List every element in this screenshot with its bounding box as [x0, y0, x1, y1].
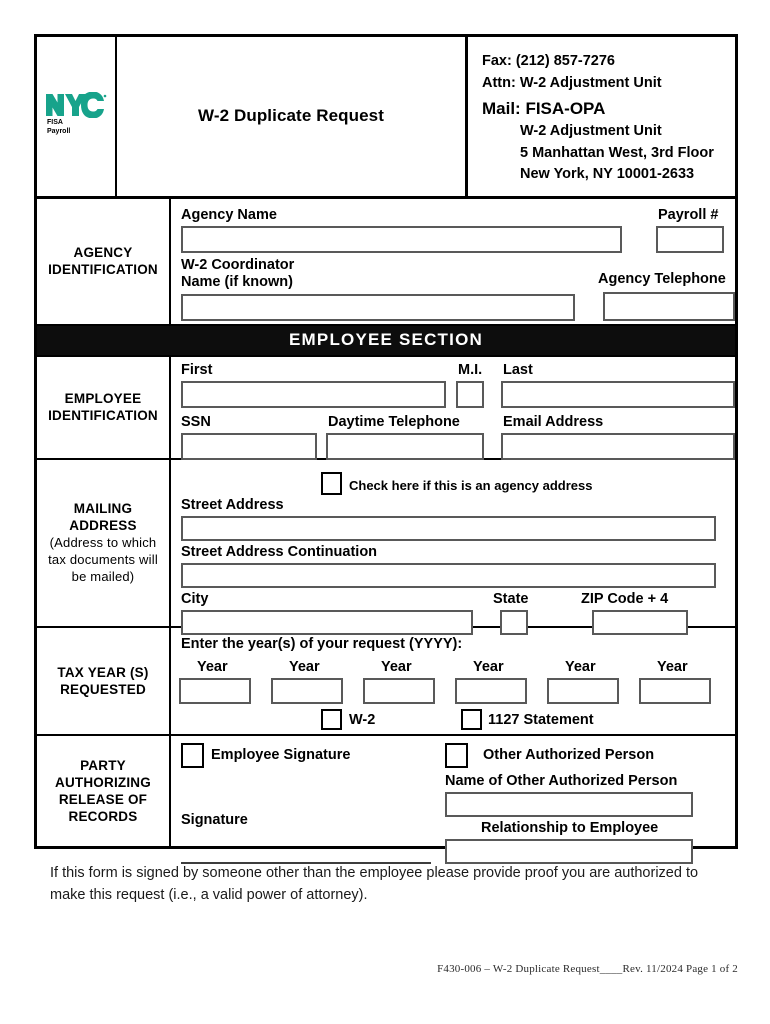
w2-checkbox-label: W-2 — [349, 711, 376, 728]
payroll-number-label: Payroll # — [658, 206, 719, 223]
form-title-cell — [117, 37, 468, 196]
mailing-address-section — [37, 460, 735, 628]
email-address-input[interactable] — [501, 433, 735, 460]
middle-initial-label: M.I. — [458, 361, 483, 378]
relationship-input[interactable] — [445, 839, 693, 864]
other-authorized-person-checkbox[interactable] — [445, 743, 468, 768]
first-name-label: First — [181, 361, 213, 378]
authorization-label-line4: RECORDS — [68, 808, 138, 824]
ssn-label: SSN — [181, 413, 211, 430]
fax-line: Fax: (212) 857-7276 — [482, 53, 615, 69]
payroll-number-input[interactable] — [656, 226, 724, 253]
daytime-telephone-input[interactable] — [326, 433, 484, 460]
employee-identification-label-line2: IDENTIFICATION — [48, 408, 158, 423]
employee-signature-checkbox[interactable] — [181, 743, 204, 768]
mailing-address-label-sub2: tax documents will — [48, 552, 158, 567]
tax-years-section — [37, 628, 735, 736]
employee-section-bar: EMPLOYEE SECTION — [37, 326, 735, 357]
employee-identification-label-line1: EMPLOYEE — [64, 391, 142, 406]
year-input-5[interactable] — [547, 678, 619, 704]
agency-identification-label-line2: IDENTIFICATION — [48, 262, 158, 277]
mail-line-2: W-2 Adjustment Unit — [520, 123, 662, 139]
footnote-line1: If this form is signed by someone other than the employee please provide proof you are authorized to — [50, 865, 699, 881]
statement-1127-checkbox-label: 1127 Statement — [488, 711, 594, 728]
agency-address-checkbox[interactable] — [321, 472, 342, 495]
agency-name-input[interactable] — [181, 226, 622, 253]
coordinator-name-input[interactable] — [181, 294, 575, 321]
logo-cell — [37, 37, 117, 196]
city-label: City — [181, 590, 209, 607]
employee-signature-checkbox-label: Employee Signature — [211, 746, 351, 763]
year-input-1[interactable] — [179, 678, 251, 704]
agency-identification-section — [37, 199, 735, 326]
authorization-label — [37, 736, 171, 846]
employee-identification-fields — [171, 357, 735, 458]
mail-line: Mail: FISA-OPA — [482, 99, 606, 118]
state-label: State — [493, 590, 529, 607]
coordinator-label-line2 — [181, 274, 293, 291]
tax-years-label — [37, 628, 171, 734]
authorization-label-line1: PARTY — [80, 757, 126, 773]
tax-years-label-line2: REQUESTED — [60, 681, 146, 697]
agency-identification-fields — [171, 199, 735, 324]
agency-telephone-label: Agency Telephone — [598, 270, 726, 287]
page-title: W-2 Duplicate Request — [198, 106, 384, 126]
other-authorized-person-checkbox-label: Other Authorized Person — [483, 746, 655, 763]
mailing-address-label-sub1: (Address to which — [49, 535, 157, 550]
daytime-telephone-label: Daytime Telephone — [328, 413, 460, 430]
last-name-label: Last — [503, 361, 533, 378]
agency-address-checkbox-label: Check here if this is an agency address — [349, 477, 593, 493]
mailing-address-label-line1: MAILING — [73, 501, 133, 516]
logo-subtitle — [47, 119, 70, 136]
year-input-3[interactable] — [363, 678, 435, 704]
authorization-label-line3: RELEASE OF — [58, 791, 148, 807]
tax-years-label-line1: TAX YEAR (S) — [57, 664, 149, 680]
contact-block — [468, 37, 735, 196]
coordinator-label-line1: W-2 Coordinator — [181, 256, 295, 273]
year-input-4[interactable] — [455, 678, 527, 704]
year-label-4: Year — [473, 658, 504, 675]
tax-years-fields — [171, 628, 735, 734]
mailing-address-fields — [171, 460, 735, 626]
employee-identification-section — [37, 357, 735, 460]
first-name-input[interactable] — [181, 381, 446, 408]
agency-telephone-input[interactable] — [603, 292, 735, 321]
street-address-label: Street Address — [181, 496, 284, 513]
agency-identification-label — [37, 199, 171, 324]
ssn-input[interactable] — [181, 433, 317, 460]
other-name-input[interactable] — [445, 792, 693, 817]
coordinator-label-thin: (if known) — [224, 273, 293, 290]
last-name-input[interactable] — [501, 381, 735, 408]
mail-line-3: 5 Manhattan West, 3rd Floor — [520, 144, 714, 161]
authorization-fields — [171, 736, 735, 846]
authorization-label-line2: AUTHORIZING — [55, 774, 151, 790]
year-label-5: Year — [565, 658, 596, 675]
agency-name-label: Agency Name — [181, 206, 277, 223]
street-address-input[interactable] — [181, 516, 716, 541]
signature-label: Signature — [181, 811, 248, 828]
authorization-section — [37, 736, 735, 846]
street-continuation-input[interactable] — [181, 563, 716, 588]
other-name-label: Name of Other Authorized Person — [445, 772, 678, 789]
email-address-label: Email Address — [503, 413, 604, 430]
mailing-address-label-sub3: be mailed) — [71, 569, 135, 584]
document-footer: F430-006 – W-2 Duplicate Request____Rev. 11/2024 Page 1 of 2 — [437, 963, 738, 975]
agency-identification-label-line1: AGENCY — [73, 245, 133, 260]
year-input-2[interactable] — [271, 678, 343, 704]
employee-identification-label — [37, 357, 171, 458]
w2-checkbox[interactable] — [321, 709, 342, 730]
w2-duplicate-request-form — [34, 34, 738, 849]
mailing-address-label — [37, 460, 171, 626]
nyc-logo-icon — [45, 92, 107, 118]
year-label-1: Year — [197, 658, 228, 675]
form-header — [37, 37, 735, 199]
year-input-6[interactable] — [639, 678, 711, 704]
logo-subtitle-line2: Payroll — [47, 127, 71, 135]
tax-years-instruction: Enter the year(s) of your request (YYYY): — [181, 635, 463, 652]
statement-1127-checkbox[interactable] — [461, 709, 482, 730]
year-label-2: Year — [289, 658, 320, 675]
footnote — [50, 862, 740, 906]
attn-line: Attn: W-2 Adjustment Unit — [482, 74, 662, 91]
footnote-line2: make this request (i.e., a valid power of attorney). — [50, 887, 368, 903]
year-label-6: Year — [657, 658, 688, 675]
relationship-label: Relationship to Employee — [481, 819, 659, 836]
street-continuation-label: Street Address Continuation — [181, 543, 378, 560]
middle-initial-input[interactable] — [456, 381, 484, 408]
year-label-3: Year — [381, 658, 412, 675]
zip-code-label: ZIP Code + 4 — [581, 590, 669, 607]
mailing-address-label-line2: ADDRESS — [69, 518, 137, 533]
coordinator-label-bold: Name — [181, 273, 221, 290]
mail-line-4: New York, NY 10001-2633 — [520, 166, 695, 182]
logo-subtitle-line1: FISA — [47, 119, 63, 127]
